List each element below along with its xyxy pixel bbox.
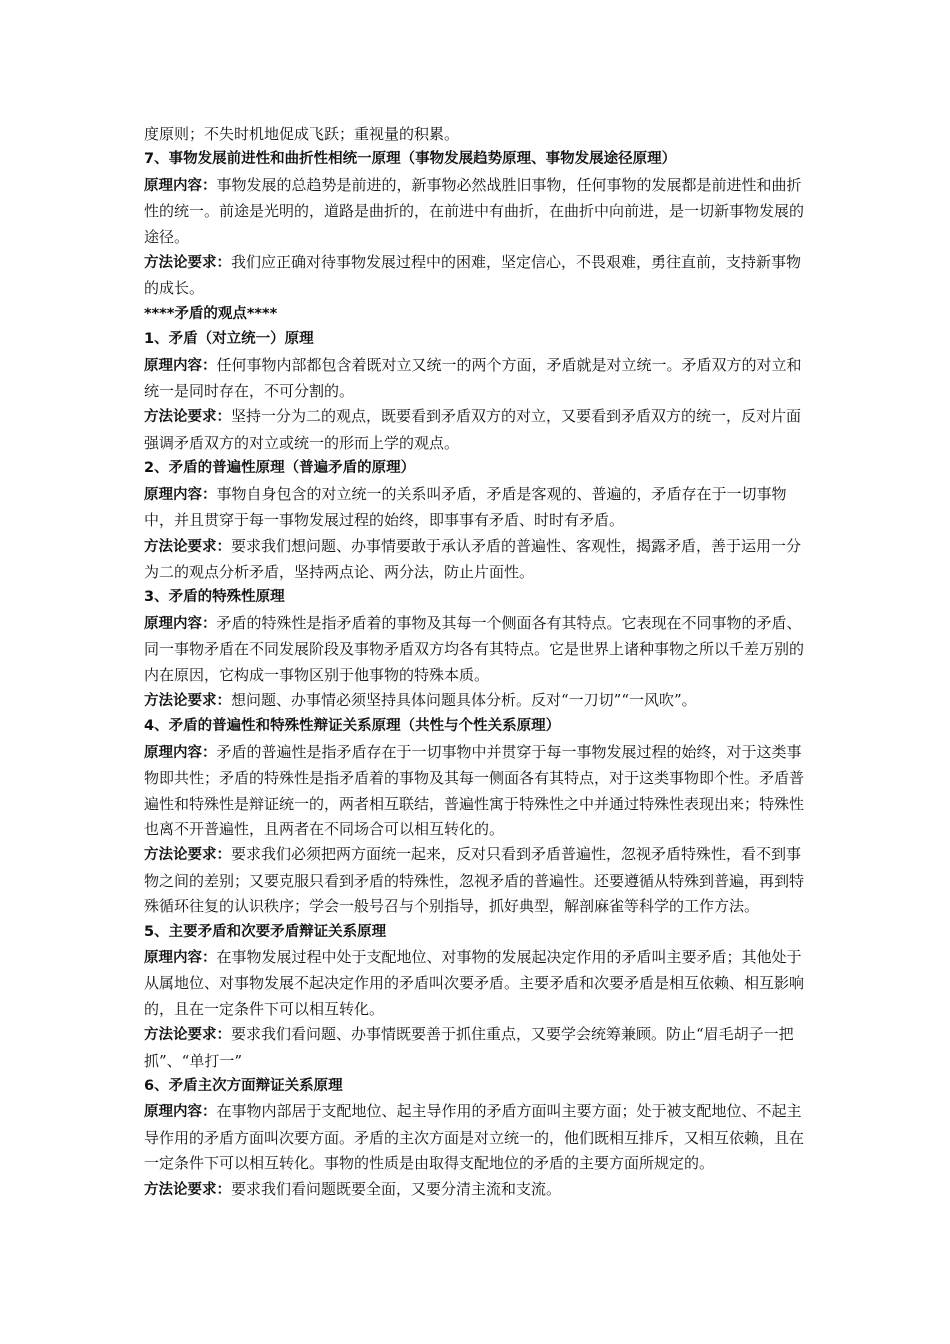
principle-label: 原理内容： [144, 744, 217, 761]
method-label: 方法论要求： [144, 692, 231, 709]
method-paragraph [144, 688, 806, 714]
section-heading: 7、事物发展前进性和曲折性相统一原理（事物发展趋势原理、事物发展途径原理） [144, 151, 677, 168]
principle-paragraph [144, 945, 806, 1022]
method-text: 要求我们看问题、办事情既要善于抓住重点，又要学会统筹兼顾。防止“眉毛胡子一把抓”、“单打一” [144, 1025, 794, 1070]
principle-label: 原理内容： [144, 1104, 217, 1121]
method-text: 要求我们想问题、办事情要敢于承认矛盾的普遍性、客观性，揭露矛盾，善于运用一分为二的观点分析矛盾，坚持两点论、两分法，防止片面性。 [144, 536, 802, 581]
principle-text: 矛盾的普遍性是指矛盾存在于一切事物中并贯穿于每一事物发展过程的始终，对于这类事物即共性；矛盾的特殊性是指矛盾着的事物及其每一侧面各有其特点，对于这类事物即个性。矛盾普遍性和特殊性是辩证统一的，两者相互联结，普遍性寓于特殊性之中并通过特殊性表现出来；特殊性也离不开普遍性，且两者在不同场合可以相互转化的。 [144, 742, 805, 838]
principle-label: 原理内容： [144, 615, 217, 632]
method-text: 我们应正确对待事物发展过程中的困难，坚定信心，不畏艰难，勇往直前，支持新事物的成长。 [144, 253, 802, 298]
method-text: 要求我们看问题既要全面，又要分清主流和支流。 [231, 1179, 562, 1198]
method-text: 坚持一分为二的观点，既要看到矛盾双方的对立，又要看到矛盾双方的统一，反对片面强调矛盾双方的对立或统一的形而上学的观点。 [144, 407, 802, 452]
principle-text: 在事物发展过程中处于支配地位、对事物的发展起决定作用的矛盾叫主要矛盾；其他处于从属地位、对事物发展不起决定作用的矛盾叫次要矛盾。主要矛盾和次要矛盾是相互依赖、相互影响的，且在一定条件下可以相互转化。 [144, 948, 805, 1018]
method-paragraph [144, 1022, 806, 1074]
method-text: 想问题、办事情必须坚持具体问题具体分析。反对“一刀切”“一风吹”。 [231, 690, 697, 709]
section-heading: 2、矛盾的普遍性原理（普遍矛盾的原理） [144, 460, 416, 477]
method-label: 方法论要求： [144, 255, 231, 272]
method-paragraph [144, 250, 806, 302]
section-heading: 4、矛盾的普遍性和特殊性辩证关系原理（共性与个性关系原理） [144, 718, 561, 735]
document-page [144, 122, 806, 1203]
method-label: 方法论要求： [144, 538, 231, 555]
principle-text: 在事物内部居于支配地位、起主导作用的矛盾方面叫主要方面；处于被支配地位、不起主导作用的矛盾方面叫次要方面。矛盾的主次方面是对立统一的，他们既相互排斥，又相互依赖，且在一定条件下可以相互转化。事物的性质是由取得支配地位的矛盾的主要方面所规定的。 [144, 1102, 805, 1173]
principle-paragraph [144, 740, 806, 843]
method-paragraph [144, 404, 806, 456]
principle-paragraph [144, 611, 806, 688]
principle-paragraph [144, 353, 806, 405]
intro-line: 度原则；不失时机地促成飞跃；重视量的积累。 [144, 125, 460, 143]
principle-text: 事物自身包含的对立统一的关系叫矛盾，矛盾是客观的、普遍的，矛盾存在于一切事物中，并且贯穿于每一事物发展过程的始终，即事事有矛盾、时时有矛盾。 [144, 484, 787, 530]
method-text: 要求我们必须把两方面统一起来，反对只看到矛盾普遍性，忽视矛盾特殊性，看不到事物之间的差别；又要克服只看到矛盾的特殊性，忽视矛盾的普遍性。还要遵循从特殊到普遍，再到特殊循环往复的认识秩序；学会一般号召与个别指导，抓好典型，解剖麻雀等科学的工作方法。 [144, 845, 805, 916]
method-paragraph [144, 842, 806, 919]
method-label: 方法论要求： [144, 1027, 231, 1044]
principle-text: 矛盾的特殊性是指矛盾着的事物及其每一个侧面各有其特点。它表现在不同事物的矛盾、同一事物矛盾在不同发展阶段及事物矛盾双方均各有其特点。它是世界上诸种事物之所以千差万别的内在原因，它构成一事物区别于他事物的特殊本质。 [144, 613, 805, 684]
method-paragraph [144, 1177, 806, 1203]
section-heading: 5、主要矛盾和次要矛盾辩证关系原理 [144, 923, 387, 940]
principle-label: 原理内容： [144, 950, 217, 966]
method-paragraph [144, 534, 806, 586]
method-label: 方法论要求： [144, 1181, 231, 1198]
principle-label: 原理内容： [144, 177, 217, 194]
method-label: 方法论要求： [144, 847, 231, 864]
method-label: 方法论要求： [144, 409, 231, 426]
principle-text: 任何事物内部都包含着既对立又统一的两个方面，矛盾就是对立统一。矛盾双方的对立和统一是同时存在，不可分割的。 [144, 355, 802, 401]
section-heading: 3、矛盾的特殊性原理 [144, 589, 285, 606]
principle-label: 原理内容： [144, 357, 217, 374]
principle-text: 事物发展的总趋势是前进的，新事物必然战胜旧事物，任何事物的发展都是前进性和曲折性的统一。前途是光明的，道路是曲折的，在前进中有曲折，在曲折中向前进，是一切新事物发展的途径。 [144, 175, 805, 246]
principle-paragraph [144, 1099, 806, 1176]
section-heading: 6、矛盾主次方面辩证关系原理 [144, 1078, 343, 1095]
principle-paragraph [144, 482, 806, 534]
section-heading: 1、矛盾（对立统一）原理 [144, 331, 314, 348]
principle-label: 原理内容： [144, 486, 217, 503]
principle-paragraph [144, 173, 806, 250]
group-title: ****矛盾的观点**** [144, 305, 278, 322]
